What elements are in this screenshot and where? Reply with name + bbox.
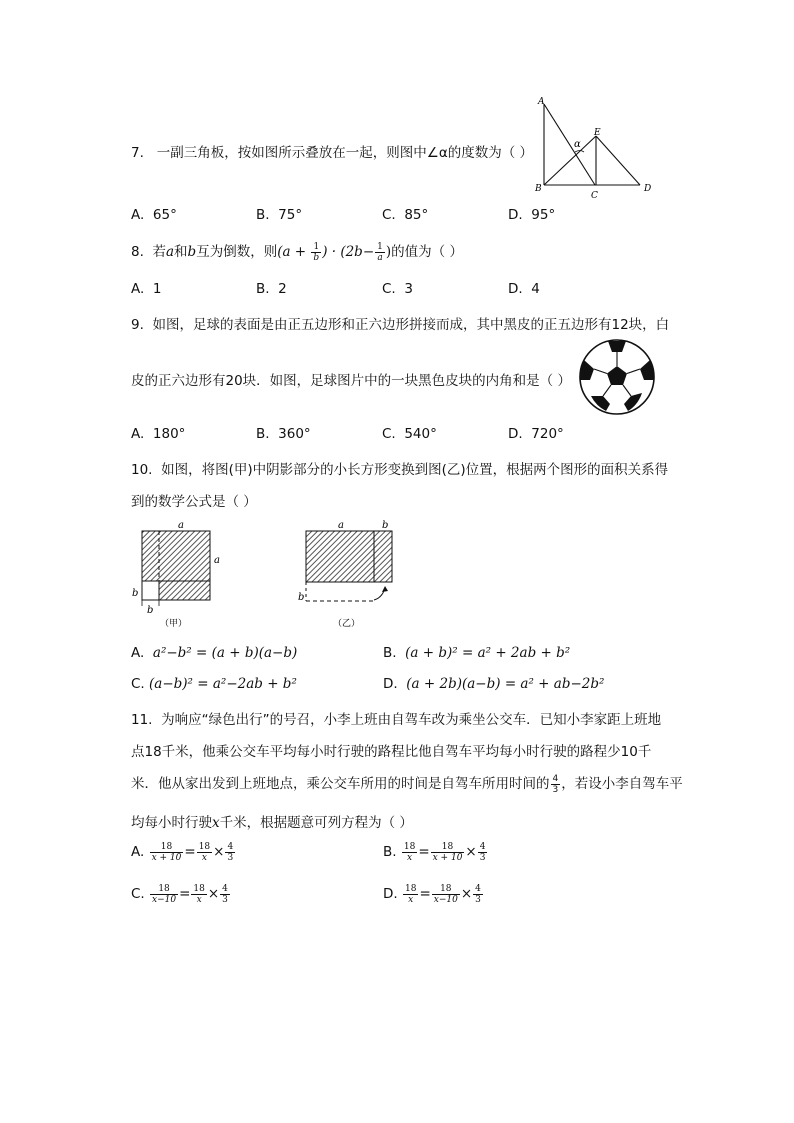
q7-option-a[interactable]: A. 65°	[131, 207, 177, 223]
q11-line3: 米．他从家出发到上班地点，乘公交车所用的时间是自驾车所用时间的 $\frac{4}{3}$ ，若设小李自驾车平	[131, 773, 683, 795]
q10-line1: 10. 如图，将图(甲)中阴影部分的小长方形变换到图(乙)位置，根据两个图形的面积关系得	[131, 462, 669, 478]
q8-expression: (a + $\frac{1}{b}$ ) · (2b− $\frac{1}{a}$ )	[277, 242, 392, 263]
label-E: E	[594, 128, 601, 138]
jia-caption: （甲）	[160, 619, 188, 629]
q8-option-a[interactable]: A. 1	[131, 281, 162, 297]
q9-option-b[interactable]: B. 360°	[256, 426, 311, 442]
yi-label-b-left: b	[298, 592, 305, 603]
yi-label-b-top: b	[382, 520, 389, 531]
q11-option-b[interactable]: B. $\frac{18}{x}$ = $\frac{18}{x + 10}$ × $\frac{4}{3}$	[383, 842, 486, 863]
q9-option-c[interactable]: C. 540°	[382, 426, 437, 442]
q11-line4: 均每小时行驶x千米，根据题意可列方程为（ ）	[131, 815, 413, 831]
q11-option-d[interactable]: D. $\frac{18}{x}$ = $\frac{18}{x-10}$ × $\frac{4}{3}$	[383, 884, 481, 905]
q10-option-b[interactable]: B. (a + b)² = a² + 2ab + b²	[383, 645, 571, 661]
q8-stem: 8. 若a和b互为倒数，则(a + $\frac{1}{b}$ ) · (2b− $\frac{1}{a}$ )的值为（ ）	[131, 242, 463, 263]
q8-option-d[interactable]: D. 4	[508, 281, 540, 297]
q7-option-d[interactable]: D. 95°	[508, 207, 556, 223]
yi-caption: （乙）	[333, 619, 361, 629]
figure-jia	[128, 518, 228, 630]
q7-option-c[interactable]: C. 85°	[382, 207, 429, 223]
q10-option-c[interactable]: C. (a−b)² = a²−2ab + b²	[131, 676, 297, 692]
q11-option-c[interactable]: C. $\frac{18}{x-10}$ = $\frac{18}{x}$ × $\frac{4}{3}$	[131, 884, 228, 905]
q11-number: 11.	[131, 712, 153, 728]
q10-option-d[interactable]: D. (a + 2b)(a−b) = a² + ab−2b²	[383, 676, 605, 692]
q8-option-b[interactable]: B. 2	[256, 281, 287, 297]
q7-number: 7.	[131, 145, 144, 161]
q9-line2: 皮的正六边形有20块．如图，足球图片中的一块黑色皮块的内角和是（ ）	[131, 373, 571, 389]
q8-option-c[interactable]: C. 3	[382, 281, 413, 297]
jia-label-a-top: a	[178, 520, 184, 531]
q9-number: 9.	[131, 317, 144, 333]
yi-label-a-top: a	[338, 520, 344, 531]
q9-option-a[interactable]: A. 180°	[131, 426, 186, 442]
q9-line1: 9. 如图，足球的表面是由正五边形和正六边形拼接而成，其中黑皮的正五边形有12块，白	[131, 317, 670, 333]
q7-option-b[interactable]: B. 75°	[256, 207, 303, 223]
q8-number: 8.	[131, 244, 144, 260]
label-A: A	[538, 97, 545, 107]
q11-line1: 11. 为响应“绿色出行”的号召，小李上班由自驾车改为乘坐公交车．已知小李家距上班地	[131, 712, 662, 728]
label-D: D	[644, 184, 652, 194]
q7-stem	[131, 141, 533, 161]
q10-option-a[interactable]: A. a²−b² = (a + b)(a−b)	[131, 645, 298, 661]
label-B: B	[535, 184, 542, 194]
soccer-ball-image	[578, 338, 656, 416]
label-C: C	[591, 191, 598, 201]
figure-yi	[296, 518, 406, 630]
q11-line2: 点18千米，他乘公交车平均每小时行驶的路程比他自驾车平均每小时行驶的路程少10千	[131, 744, 652, 760]
q9-option-d[interactable]: D. 720°	[508, 426, 564, 442]
q10-line2: 到的数学公式是（ ）	[131, 494, 257, 510]
jia-label-b-bottom: b	[147, 605, 154, 616]
label-alpha: α	[574, 139, 581, 150]
q10-number: 10.	[131, 462, 153, 478]
q11-option-a[interactable]: A. $\frac{18}{x + 10}$ = $\frac{18}{x}$ × $\frac{4}{3}$	[131, 842, 234, 863]
jia-label-b-left: b	[132, 588, 139, 599]
q7-triangle-figure	[534, 94, 664, 202]
jia-label-a-right: a	[214, 555, 220, 566]
q7-text: 一副三角板，按如图所示叠放在一起，则图中∠α的度数为（ ）	[156, 145, 534, 161]
